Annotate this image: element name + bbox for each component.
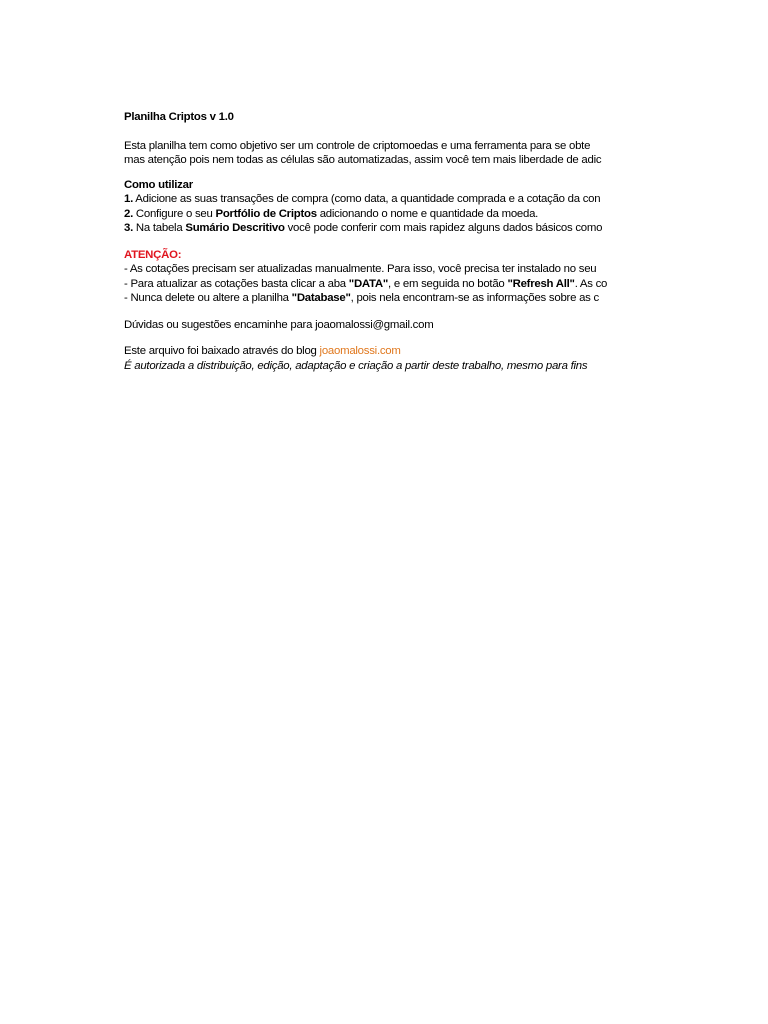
attention-item-2 (124, 277, 675, 292)
attention-item-2-mid: , e em seguida no botão (388, 277, 508, 290)
step-2-pre: Configure o seu (133, 207, 216, 220)
attention-item-2-pre: - Para atualizar as cotações basta clicar a aba (124, 277, 349, 290)
step-3 (124, 221, 675, 236)
step-3-number: 3. (124, 222, 133, 234)
step-2-post: adicionando o nome e quantidade da moeda. (316, 207, 539, 220)
attention-item-2-bold-1: "DATA" (348, 277, 389, 290)
step-2 (124, 207, 675, 222)
step-1 (124, 192, 675, 207)
contact-line: Dúvidas ou sugestões encaminhe para joaomalossi@gmail.com (124, 318, 434, 331)
how-to-heading: Como utilizar (124, 178, 193, 191)
step-3-post: você pode conferir com mais rapidez alguns dados básicos como (284, 222, 603, 234)
credit-pre: Este arquivo foi baixado através do blog (124, 345, 320, 357)
document-title: Planilha Criptos v 1.0 (124, 111, 234, 123)
attention-item-3-bold: "Database" (291, 292, 351, 304)
credit-line (124, 344, 675, 359)
attention-item-2-bold-2: "Refresh All" (507, 277, 575, 290)
step-1-text: Adicione as suas transações de compra (como data, a quantidade comprada e a cotação da con (133, 193, 601, 205)
attention-item-3 (124, 291, 675, 306)
step-3-bold: Sumário Descritivo (185, 222, 285, 234)
step-2-bold: Portfólio de Criptos (215, 207, 317, 220)
step-2-number: 2. (124, 207, 133, 220)
step-1-number: 1. (124, 193, 133, 205)
step-3-pre: Na tabela (133, 222, 186, 234)
attention-item-2-post: . As co (574, 277, 608, 290)
intro-line-2: mas atenção pois nem todas as células são automatizadas, assim você tem mais liberdade de adic (124, 154, 602, 166)
attention-item-3-pre: - Nunca delete ou altere a planilha (124, 292, 292, 304)
attention-item-3-post: , pois nela encontram-se as informações sobre as c (350, 292, 599, 304)
document-body (124, 110, 675, 373)
blog-link[interactable]: joaomalossi.com (319, 345, 401, 357)
attention-item-1: - As cotações precisam ser atualizadas manualmente. Para isso, você precisa ter instalado no seu (124, 263, 597, 275)
intro-line-1: Esta planilha tem como objetivo ser um controle de criptomoedas e uma ferramenta para se obte (124, 139, 591, 152)
license-line: É autorizada a distribuição, edição, adaptação e criação a partir deste trabalho, mesmo para fins (124, 359, 588, 372)
attention-heading: ATENÇÃO: (124, 248, 182, 261)
